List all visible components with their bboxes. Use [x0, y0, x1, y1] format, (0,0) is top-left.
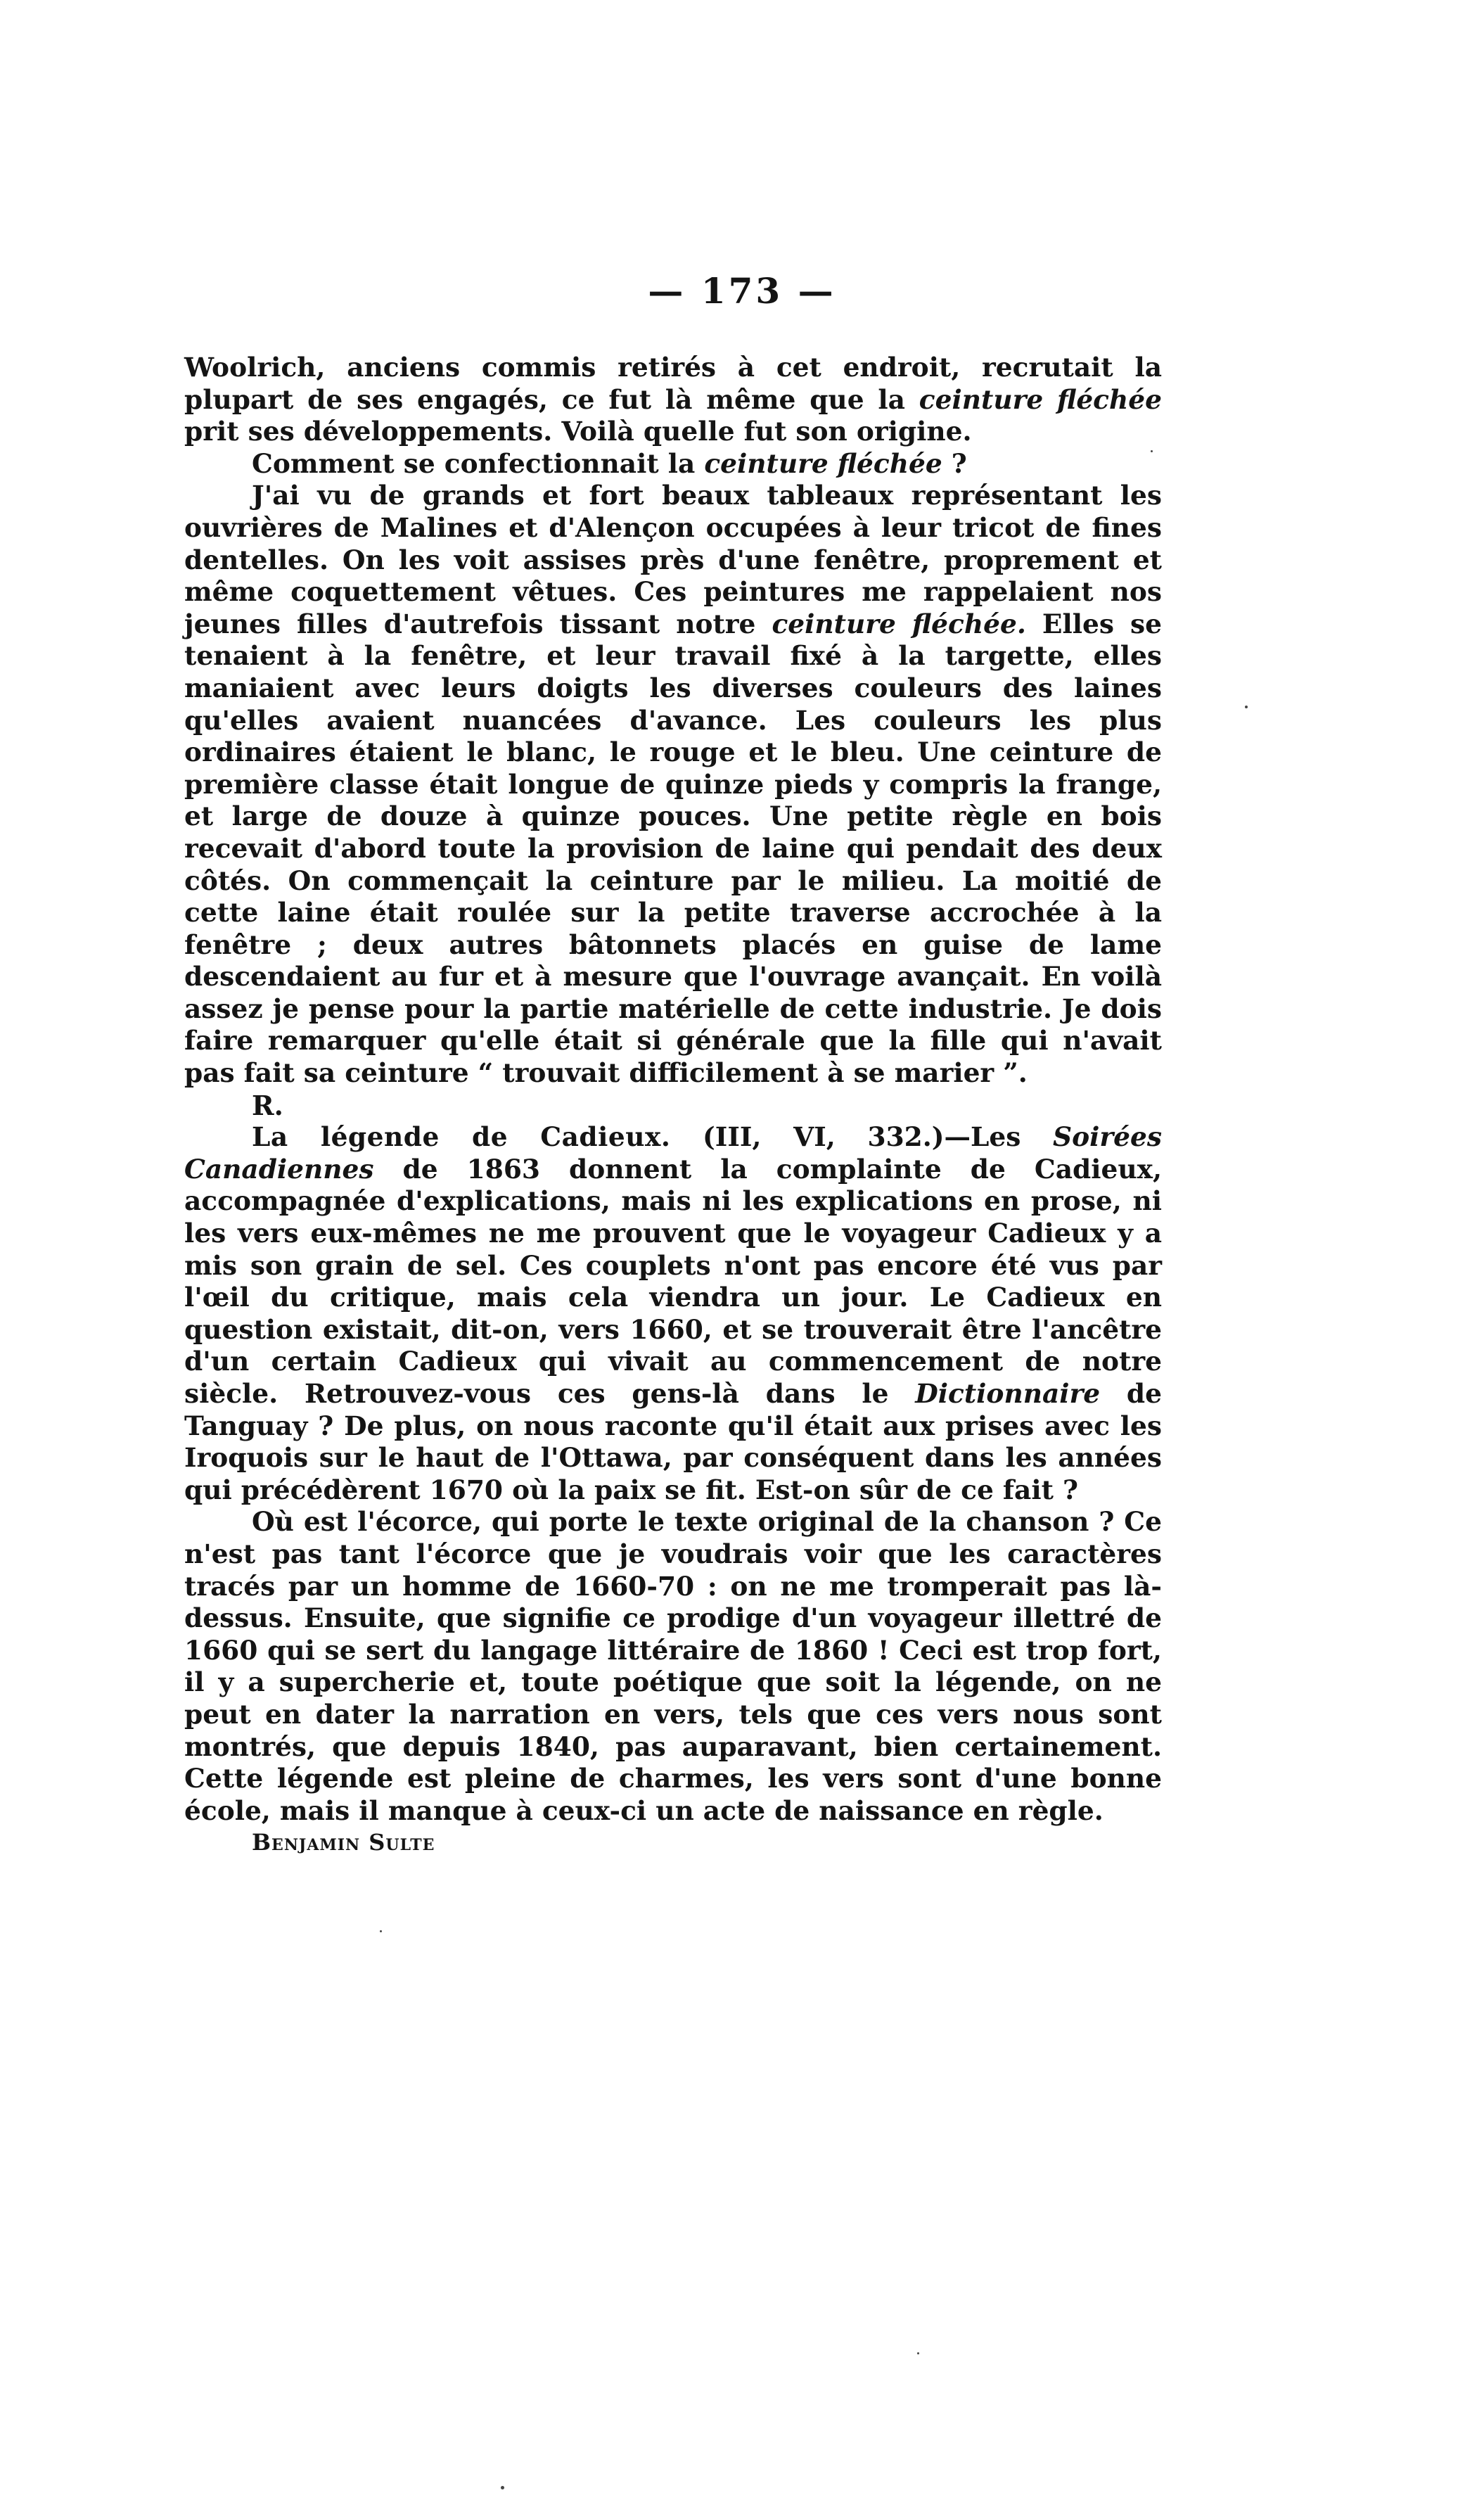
italic-title: Dictionnaire [915, 1378, 1101, 1409]
italic-term: ceinture fléchée [704, 447, 942, 479]
page-number: — 173 — [648, 270, 836, 312]
paragraph-woolrich [184, 352, 1162, 448]
text-run: Où est l'écorce, qui porte le texte original de la chanson ? Ce n'est pas tant l'écorce que je voudrais voir que les caractères tracés par un homme de 1660-70 : on ne me tromperait pas là-dessus. Ensuite, que signifie ce prodige d'un voyageur illettré de 1660 qui se sert du langage littéraire de 1860 ! Ceci est trop fort, il y a supercherie et, toute poétique que soit la légende, on ne peut en dater la narration en vers, tels que ces vers nous sont montrés, que depuis 1840, pas auparavant, bien certainement. Cette légende est pleine de charmes, les vers sont d'une bonne école, mais il manque à ceux-ci un acte de naissance en règle. [184, 1506, 1162, 1826]
section-title: La légende de Cadieux. [252, 1121, 671, 1153]
print-speck [917, 2352, 919, 2354]
text-run: (III, VI, 332.)—Les [670, 1121, 1054, 1153]
text-run: de Tanguay ? De plus, on nous raconte qu'il était aux prises avec les Iroquois sur le haut de l'Ottawa, par conséquent dans les années qui précédèrent 1670 où la paix se fit. Est-on sûr de ce fait ? [184, 1378, 1162, 1505]
italic-title: Soirées Canadiennes [184, 1121, 1162, 1185]
text-run: prit ses développements. Voilà quelle fut son origine. [184, 416, 972, 447]
text-run: Elles se tenaient à la fenêtre, et leur travail fixé à la targette, elles maniaient avec leurs doigts les diverses couleurs des laines qu'elles avaient nuancées d'avance. Les couleurs les plus ordinaires étaient le blanc, le rouge et le bleu. Une ceinture de première classe était longue de quinze pieds y compris la frange, et large de douze à quinze pouces. Une petite règle en bois recevait d'abord toute la provision de laine qui pendait des deux côtés. On commençait la ceinture par le milieu. La moitié de cette laine était roulée sur la petite traverse accrochée à la fenêtre ; deux autres bâtonnets placés en guise de lame descendaient au fur et à mesure que l'ouvrage avançait. En voilà assez je pense pour la partie matérielle de cette industrie. Je dois faire remarquer qu'elle était si générale que la fille qui n'avait pas fait sa ceinture “ trouvait difficilement à se marier ”. [184, 608, 1162, 1089]
italic-term: ceinture fléchée. [772, 608, 1026, 639]
print-speck [380, 1930, 382, 1932]
text-column [184, 352, 1162, 1859]
text-run: Comment se confectionnait la [252, 447, 705, 479]
print-speck [1151, 450, 1153, 452]
italic-term: ceinture fléchée [919, 383, 1162, 415]
paragraph-ecorce [184, 1506, 1162, 1827]
text-run: Woolrich, anciens commis retirés à cet endroit, recrutait la plupart de ses engagés, ce fut là même que la [184, 352, 1162, 415]
text-run: ? [942, 447, 967, 479]
author-signature: Benjamin Sulte [252, 1829, 435, 1856]
author-initial: R. [252, 1089, 283, 1121]
text-run: J'ai vu de grands et fort beaux tableaux représentant les ouvrières de Malines et d'Alençon occupées à leur tricot de fines dentelles. On les voit assises près d'une fenêtre, proprement et même coquettement vêtues. Ces peintures me rappelaient nos jeunes filles d'autrefois tissant notre [184, 480, 1162, 639]
text-run: de 1863 donnent la complainte de Cadieux, accompagnée d'explications, mais ni les explications en prose, ni les vers eux-mêmes ne me prouvent que le voyageur Cadieux y a mis son grain de sel. Ces couplets n'ont pas encore été vus par l'œil du critique, mais cela viendra un jour. Le Cadieux en question existait, dit-on, vers 1660, et se trouverait être l'ancêtre d'un certain Cadieux qui vivait au commencement de notre siècle. Retrouvez-vous ces gens-là dans le [184, 1153, 1162, 1409]
paragraph-tableaux [184, 480, 1162, 1089]
print-speck [501, 2486, 504, 2489]
paragraph-question [184, 448, 1162, 480]
print-speck [1245, 706, 1248, 708]
paragraph-legende [184, 1121, 1162, 1506]
